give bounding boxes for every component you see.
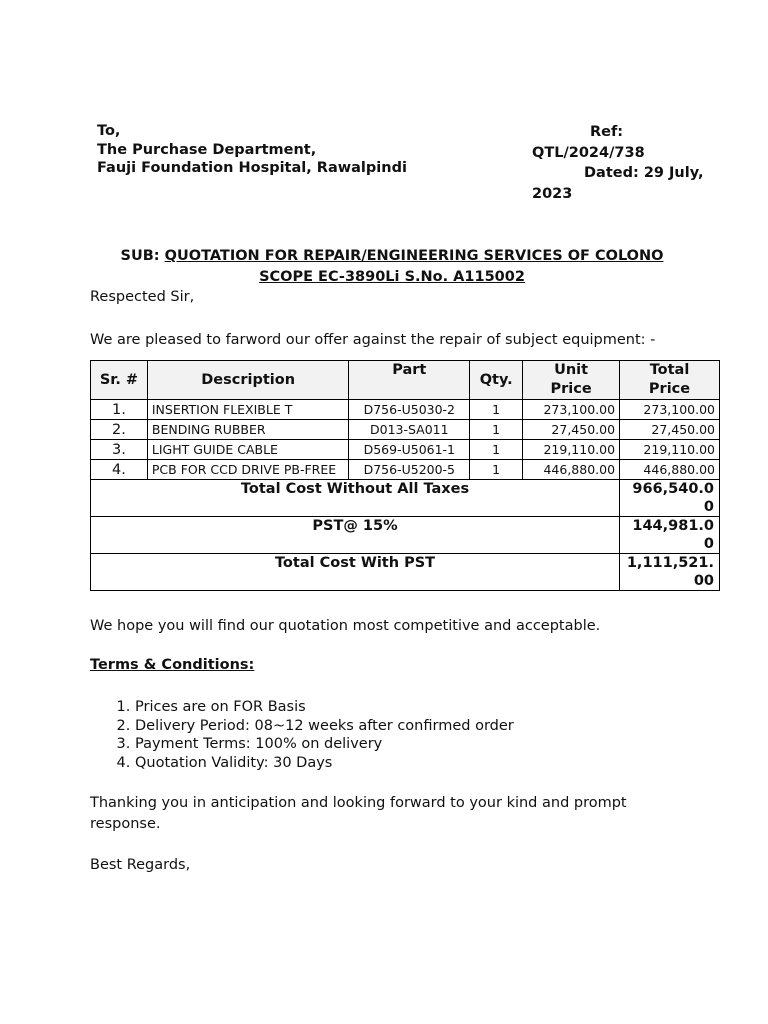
cell-total-price: 273,100.00 [620, 400, 720, 420]
total-label: PST@ 15% [91, 517, 620, 554]
total-row-pst [91, 517, 720, 554]
cell-part: D756-U5200-5 [349, 460, 470, 480]
total-row-with-pst [91, 554, 720, 591]
thanks-paragraph: Thanking you in anticipation and looking forward to your kind and prompt response. [90, 795, 627, 832]
salutation: Respected Sir, [90, 289, 195, 305]
total-amount: 1,111,521.00 [620, 554, 720, 591]
total-label: Total Cost Without All Taxes [91, 480, 620, 517]
cell-qty: 1 [470, 460, 523, 480]
closing-hope-paragraph: We hope you will find our quotation most competitive and acceptable. [90, 618, 601, 634]
cell-part: D756-U5030-2 [349, 400, 470, 420]
cell-total-price: 27,450.00 [620, 420, 720, 440]
subject-text-line1: QUOTATION FOR REPAIR/ENGINEERING SERVICES OF COLONO [164, 248, 664, 264]
intro-paragraph: We are pleased to farword our offer against the repair of subject equipment: - [90, 332, 656, 348]
terms-list [90, 698, 514, 772]
ref-number: QTL/2024/738 [532, 144, 645, 161]
cell-qty: 1 [470, 420, 523, 440]
cell-part: D569-U5061-1 [349, 440, 470, 460]
cell-part: D013-SA011 [349, 420, 470, 440]
recipient-to: To, [97, 123, 121, 139]
cell-sr: 2. [91, 420, 148, 440]
table-row [91, 440, 720, 460]
list-item: 1. Prices are on FOR Basis [135, 698, 514, 717]
recipient-organization: Fauji Foundation Hospital, Rawalpindi [97, 160, 407, 176]
cell-unit-price: 273,100.00 [523, 400, 620, 420]
total-amount: 144,981.00 [620, 517, 720, 554]
cell-sr: 1. [91, 400, 148, 420]
regards-line: Best Regards, [90, 857, 191, 873]
cell-description: PCB FOR CCD DRIVE PB-FREE [147, 460, 349, 480]
table-header-row [91, 361, 720, 400]
cell-sr: 3. [91, 440, 148, 460]
cell-total-price: 219,110.00 [620, 440, 720, 460]
table-row [91, 420, 720, 440]
cell-total-price: 446,880.00 [620, 460, 720, 480]
total-row-without-taxes [91, 480, 720, 517]
cell-sr: 4. [91, 460, 148, 480]
header-qty: Qty. [470, 361, 523, 400]
ref-year: 2023 [532, 185, 573, 202]
cell-description: BENDING RUBBER [147, 420, 349, 440]
header-part: Part [349, 361, 470, 400]
list-item: 2. Delivery Period: 08~12 weeks after confirmed order [135, 717, 514, 736]
subject-line [92, 246, 692, 288]
cell-unit-price: 27,450.00 [523, 420, 620, 440]
recipient-block [97, 122, 407, 178]
header-total-price: Total Price [620, 361, 720, 400]
subject-prefix: SUB: [120, 248, 165, 264]
total-label: Total Cost With PST [91, 554, 620, 591]
table-row [91, 400, 720, 420]
header-unit-price: Unit Price [523, 361, 620, 400]
cell-description: INSERTION FLEXIBLE T [147, 400, 349, 420]
subject-text-line2: SCOPE EC-3890Li S.No. A115002 [259, 269, 525, 285]
table-row [91, 460, 720, 480]
ref-label: Ref: [590, 124, 624, 140]
cell-qty: 1 [470, 440, 523, 460]
cell-unit-price: 446,880.00 [523, 460, 620, 480]
ref-dated: Dated: 29 July, [584, 165, 704, 181]
header-sr: Sr. # [91, 361, 148, 400]
cell-qty: 1 [470, 400, 523, 420]
recipient-department: The Purchase Department, [97, 141, 317, 158]
list-item: 3. Payment Terms: 100% on delivery [135, 735, 514, 754]
cell-description: LIGHT GUIDE CABLE [147, 440, 349, 460]
terms-heading: Terms & Conditions: [90, 657, 255, 673]
cell-unit-price: 219,110.00 [523, 440, 620, 460]
total-amount: 966,540.00 [620, 480, 720, 517]
header-description: Description [147, 361, 349, 400]
list-item: 4. Quotation Validity: 30 Days [135, 754, 514, 773]
quotation-table [90, 360, 720, 591]
reference-block [532, 122, 732, 204]
